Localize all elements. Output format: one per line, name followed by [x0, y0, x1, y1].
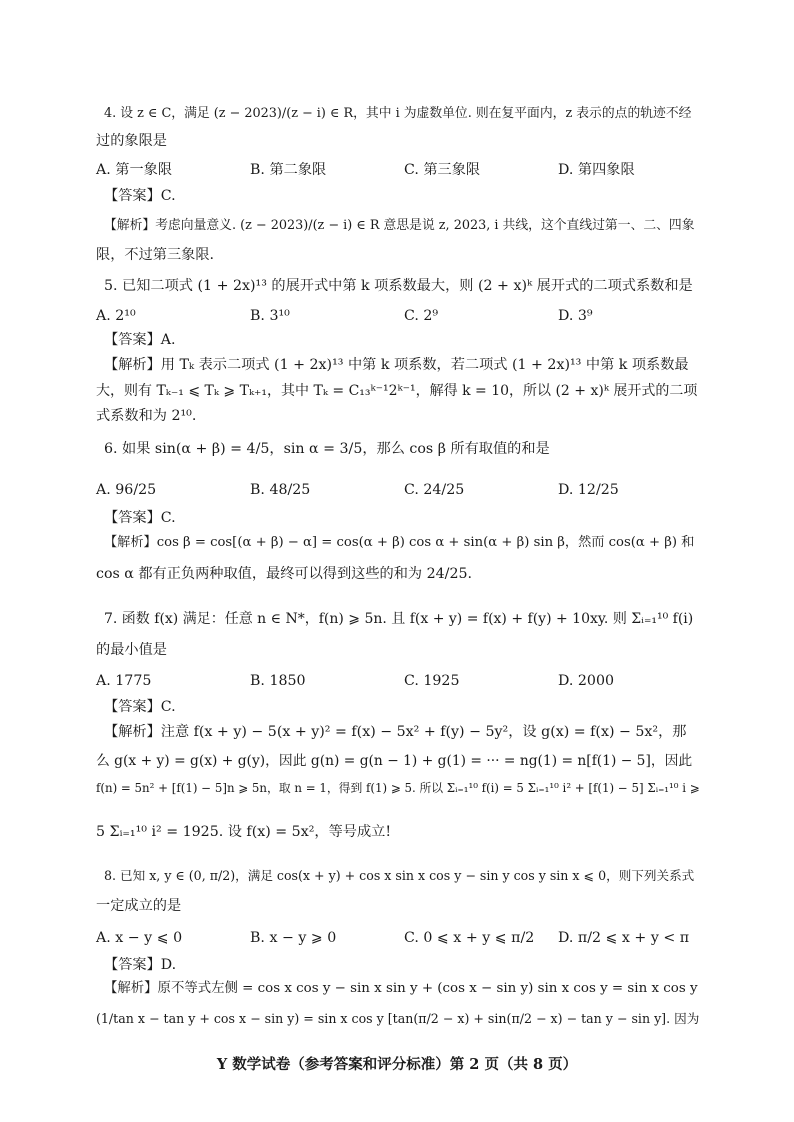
- q7-stem-line2: 的最小值是: [96, 642, 167, 658]
- q7-stem-line1: 7. 函数 f(x) 满足：任意 n ∈ N*，f(n) ⩾ 5n. 且 f(x + y) = f(x) + f(y) + 10xy. 则 Σᵢ₌₁¹⁰ f(i): [104, 611, 694, 627]
- q7-option-c: C. 1925: [404, 673, 460, 689]
- q5-analysis-line2: 大，则有 Tₖ₋₁ ⩽ Tₖ ⩾ Tₖ₊₁，其中 Tₖ = C₁₃ᵏ⁻¹2ᵏ⁻¹，解得 k = 10，所以 (2 + x)ᵏ 展开式的二项: [96, 383, 698, 399]
- q8-option-c: C. 0 ⩽ x + y ⩽ π/2: [404, 930, 535, 946]
- q7-answer: 【答案】C.: [104, 699, 176, 715]
- q4-stem-line1: 4. 设 z ∈ C，满足 (z − 2023)/(z − i) ∈ R，其中 i 为虚数单位. 则在复平面内，z 表示的点的轨迹不经: [104, 106, 692, 121]
- q5-analysis-line1: 【解析】用 Tₖ 表示二项式 (1 + 2x)¹³ 中第 k 项系数，若二项式 (1 + 2x)¹³ 中第 k 项系数最: [104, 357, 689, 373]
- q8-option-a: A. x − y ⩽ 0: [96, 930, 183, 946]
- q5-option-b: B. 3¹⁰: [250, 308, 290, 324]
- q7-analysis-line3: f(n) = 5n² + [f(1) − 5]n ⩾ 5n，取 n = 1，得到 f(1) ⩾ 5. 所以 Σᵢ₌₁¹⁰ f(i) = 5 Σᵢ₌₁¹⁰ i² + [f(1) − 5] Σᵢ₌₁¹⁰ i ⩾: [96, 781, 700, 795]
- q8-stem-line2: 一定成立的是: [96, 898, 182, 914]
- q7-analysis-line1: 【解析】注意 f(x + y) − 5(x + y)² = f(x) − 5x² + f(y) − 5y²，设 g(x) = f(x) − 5x²，那: [104, 724, 687, 740]
- q7-analysis-line2: 么 g(x + y) = g(x) + g(y)，因此 g(n) = g(n − 1) + g(1) = ··· = ng(1) = n[f(1) − 5]，因此: [96, 753, 693, 769]
- q4-option-c: C. 第三象限: [404, 162, 481, 178]
- q5-option-d: D. 3⁹: [558, 308, 593, 324]
- q4-analysis-line1: 【解析】考虑向量意义. (z − 2023)/(z − i) ∈ R 意思是说 z, 2023, i 共线，这个直线过第一、二、四象: [104, 218, 695, 233]
- q7-option-a: A. 1775: [96, 673, 152, 689]
- q6-analysis-line1: 【解析】cos β = cos[(α + β) − α] = cos(α + β) cos α + sin(α + β) sin β，然而 cos(α + β) 和: [104, 535, 695, 550]
- q5-stem-line1: 5. 已知二项式 (1 + 2x)¹³ 的展开式中第 k 项系数最大，则 (2 + x)ᵏ 展开式的二项式系数和是: [104, 278, 693, 294]
- q4-analysis-line2: 限，不过第三象限.: [96, 247, 215, 263]
- q6-option-d: D. 12/25: [558, 482, 619, 498]
- q4-option-a: A. 第一象限: [96, 162, 173, 178]
- q5-option-c: C. 2⁹: [404, 308, 439, 324]
- q5-analysis-line3: 式系数和为 2¹⁰.: [96, 408, 197, 424]
- q6-option-b: B. 48/25: [250, 482, 311, 498]
- q4-answer: 【答案】C.: [104, 188, 176, 204]
- q6-analysis-line2: cos α 都有正负两种取值，最终可以得到这些的和为 24/25.: [96, 566, 473, 582]
- q6-answer: 【答案】C.: [104, 510, 176, 526]
- q8-analysis-line1: 【解析】原不等式左侧 = cos x cos y − sin x sin y + (cos x − sin y) sin x cos y = sin x cos y: [104, 981, 698, 996]
- q7-option-b: B. 1850: [250, 673, 306, 689]
- q4-option-d: D. 第四象限: [558, 162, 635, 178]
- q7-option-d: D. 2000: [558, 673, 614, 689]
- page-footer: Y 数学试卷（参考答案和评分标准）第 2 页（共 8 页）: [216, 1056, 578, 1073]
- q7-analysis-line4: 5 Σᵢ₌₁¹⁰ i² = 1925. 设 f(x) = 5x²，等号成立!: [96, 824, 392, 840]
- q8-option-d: D. π/2 ⩽ x + y < π: [558, 930, 690, 946]
- q8-option-b: B. x − y ⩾ 0: [250, 930, 337, 946]
- q6-stem-line1: 6. 如果 sin(α + β) = 4/5，sin α = 3/5，那么 cos β 所有取值的和是: [104, 441, 550, 457]
- q4-option-b: B. 第二象限: [250, 162, 327, 178]
- q5-answer: 【答案】A.: [104, 332, 176, 348]
- q6-option-a: A. 96/25: [96, 482, 157, 498]
- q8-analysis-line2: (1/tan x − tan y + cos x − sin y) = sin x cos y [tan(π/2 − x) + sin(π/2 − x) − tan y − sin y]. 因为: [96, 1011, 700, 1026]
- q8-answer: 【答案】D.: [104, 957, 177, 973]
- q5-option-a: A. 2¹⁰: [96, 308, 136, 324]
- q4-stem-line2: 过的象限是: [96, 133, 167, 149]
- q8-stem-line1: 8. 已知 x, y ∈ (0, π/2)，满足 cos(x + y) + cos x sin x cos y − sin y cos y sin x ⩽ 0，则下列关系式: [104, 868, 695, 883]
- q6-option-c: C. 24/25: [404, 482, 465, 498]
